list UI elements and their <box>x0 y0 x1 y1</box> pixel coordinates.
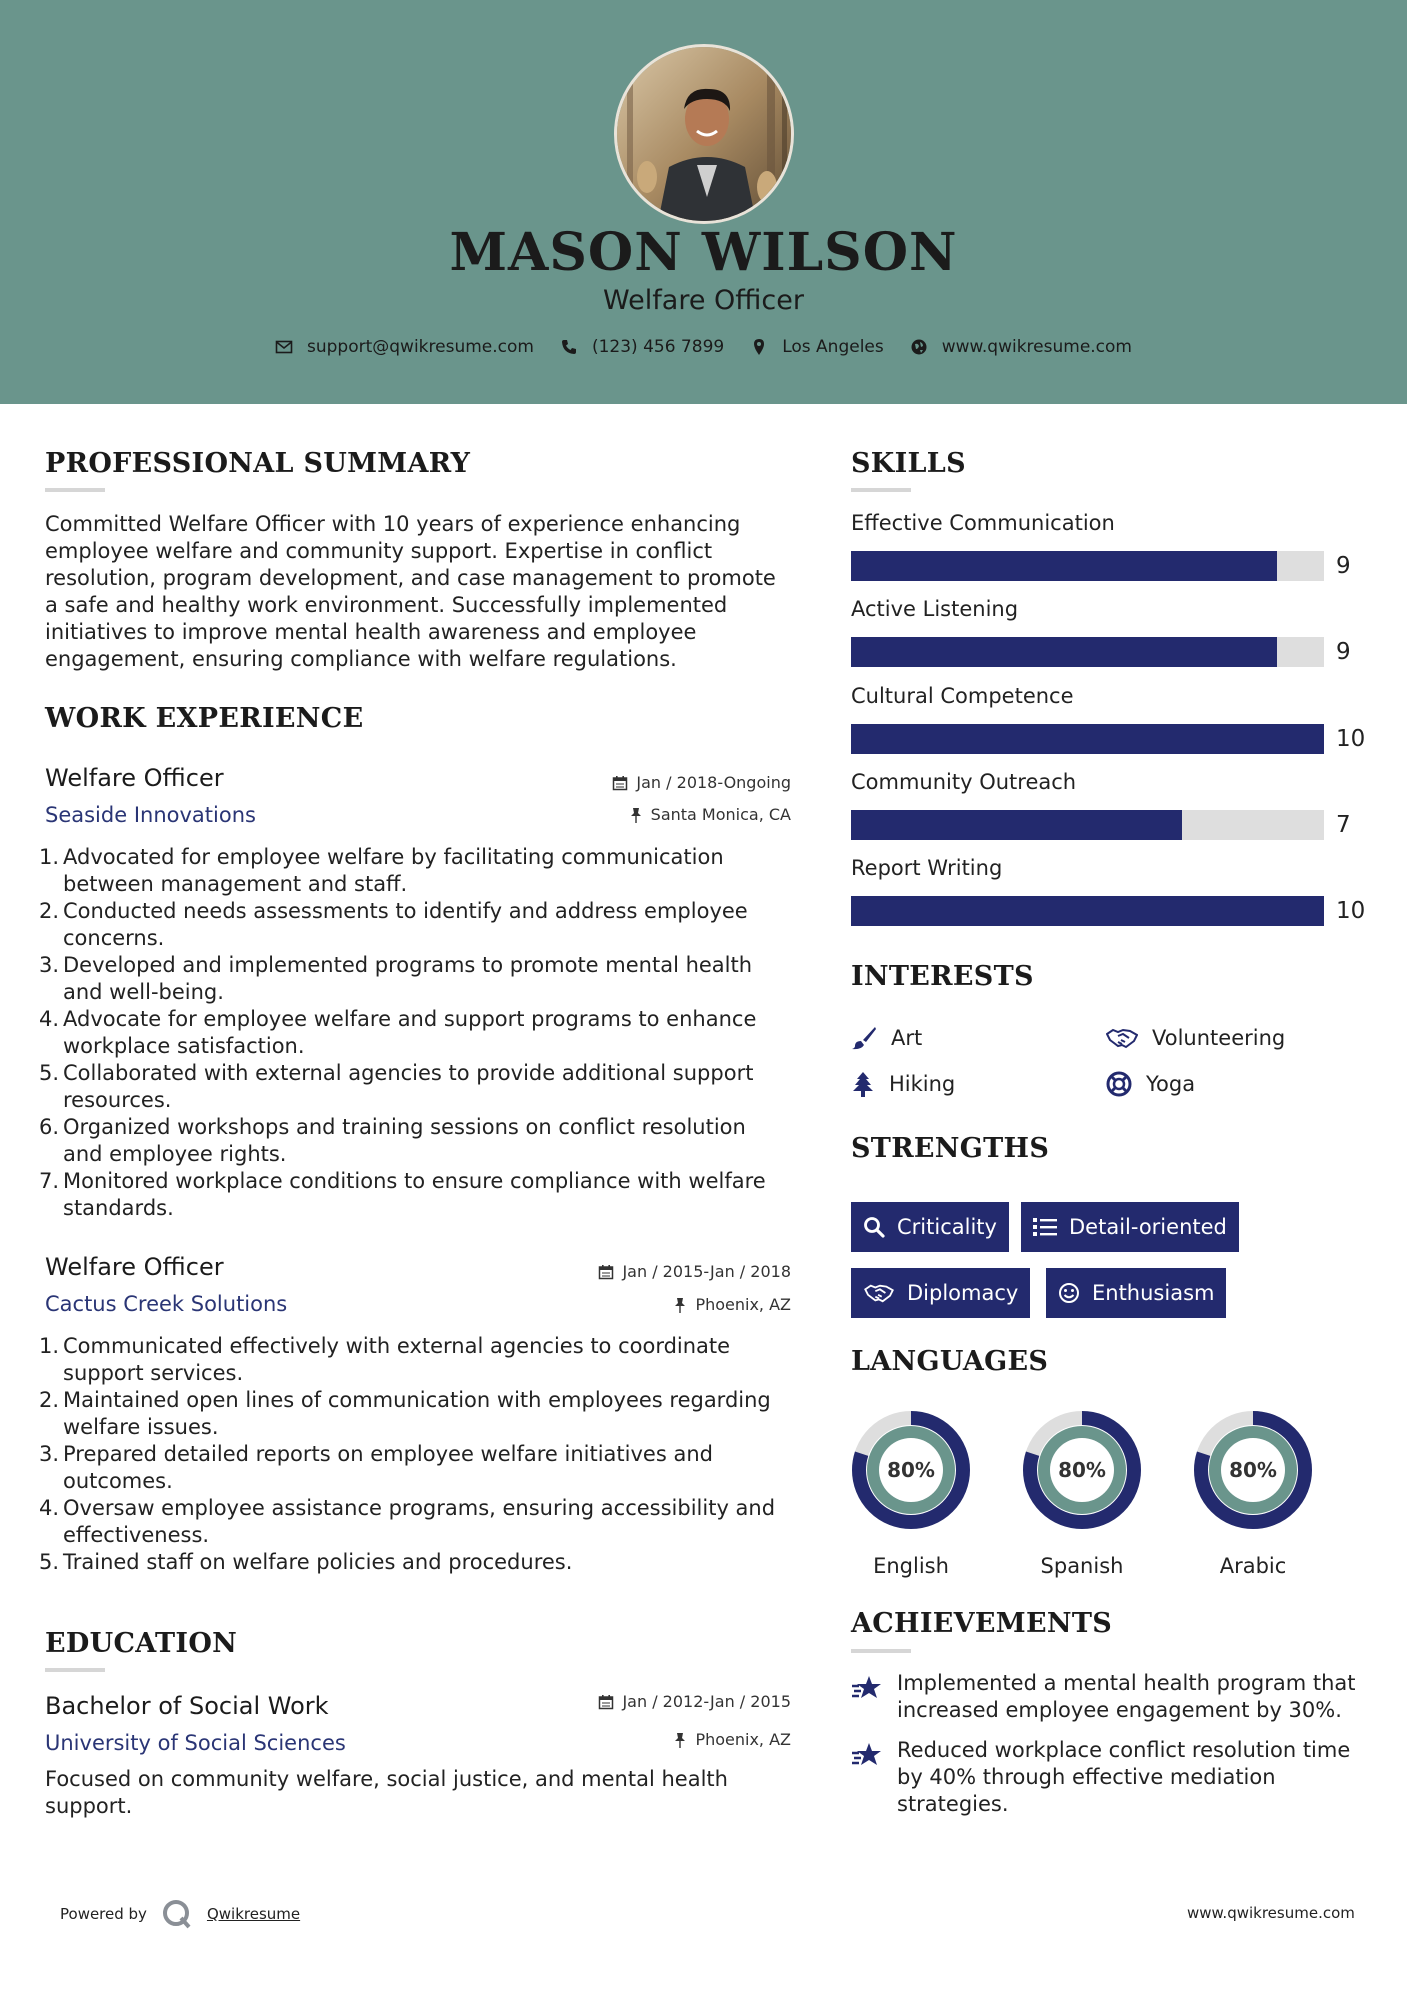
footer-powered-by <box>60 1898 300 1930</box>
job-title: Welfare Officer <box>45 1253 224 1281</box>
list-item: 3. Prepared detailed reports on employee welfare initiatives and outcomes. <box>39 1442 713 1493</box>
list-item: 1. Communicated effectively with external agencies to coordinate support services. <box>39 1334 731 1385</box>
skill-label: Active Listening <box>851 597 1019 621</box>
achievement-line: increased employee engagement by 30%. <box>897 1698 1342 1722</box>
summary-text <box>45 511 805 673</box>
language-item <box>1191 1408 1315 1578</box>
paintbrush-icon <box>851 1026 877 1050</box>
company-name: Seaside Innovations <box>45 803 256 827</box>
job-location <box>500 1295 791 1314</box>
pushpin-icon <box>673 1732 687 1748</box>
summary-heading: PROFESSIONAL SUMMARY <box>45 448 471 479</box>
skill-rating: 9 <box>1336 553 1351 579</box>
school-name: University of Social Sciences <box>45 1731 346 1755</box>
experience-heading: WORK EXPERIENCE <box>45 703 364 734</box>
skill-label: Community Outreach <box>851 770 1077 794</box>
skill-bar-fill <box>851 724 1324 754</box>
education-date <box>500 1692 791 1711</box>
summary-line: initiatives to improve mental health awareness and employee <box>45 620 697 644</box>
language-item <box>1020 1408 1144 1578</box>
brand-link[interactable]: Qwikresume <box>206 1905 301 1923</box>
skill-bar <box>851 637 1324 667</box>
tree-icon <box>851 1071 875 1097</box>
list-item: 5. Trained staff on welfare policies and procedures. <box>39 1550 573 1574</box>
summary-line: Committed Welfare Officer with 10 years of experience enhancing <box>45 512 741 536</box>
achievements-divider <box>851 1649 911 1653</box>
star-trophy-icon <box>851 1674 883 1702</box>
language-progress-ring <box>849 1408 973 1532</box>
skill-rating: 10 <box>1336 726 1366 752</box>
interest-label: Yoga <box>1146 1072 1196 1096</box>
profile-photo <box>614 44 794 224</box>
education-desc-line: Focused on community welfare, social justice, and mental health <box>45 1767 728 1791</box>
interest-label: Art <box>891 1026 923 1050</box>
skill-rating: 7 <box>1336 812 1351 838</box>
skill-bar <box>851 551 1324 581</box>
list-item: 3. Developed and implemented programs to promote mental health and well-being. <box>39 953 753 1004</box>
company-name: Cactus Creek Solutions <box>45 1292 288 1316</box>
summary-line: a safe and healthy work environment. Successfully implemented <box>45 593 728 617</box>
strength-badge <box>851 1202 1009 1252</box>
handshake-icon <box>863 1282 895 1304</box>
job-date <box>500 1262 791 1281</box>
education-description <box>45 1766 805 1820</box>
list-item: 2. Conducted needs assessments to identify and address employee concerns. <box>39 899 748 950</box>
job-date-text: Jan / 2015-Jan / 2018 <box>622 1262 791 1281</box>
smile-icon <box>1058 1282 1080 1304</box>
job-date <box>500 773 791 792</box>
strength-badge <box>851 1268 1030 1318</box>
star-trophy-icon <box>851 1741 883 1769</box>
language-percent: 80% <box>1229 1458 1277 1482</box>
job-title: Welfare Officer <box>45 764 224 792</box>
education-desc-line: support. <box>45 1794 133 1818</box>
summary-line: employee welfare and community support. Expertise in conflict <box>45 539 713 563</box>
skill-bar <box>851 724 1324 754</box>
interest-volunteering <box>1106 1026 1285 1050</box>
job-location-text: Santa Monica, CA <box>650 805 791 824</box>
list-item: 6. Organized workshops and training sessions on conflict resolution and employee rights. <box>39 1115 746 1166</box>
list-icon <box>1033 1217 1057 1237</box>
skill-item <box>851 856 1366 924</box>
map-marker-icon <box>750 338 768 356</box>
job-date-text: Jan / 2018-Ongoing <box>636 773 791 792</box>
skill-item <box>851 684 1366 752</box>
pushpin-icon <box>673 1297 687 1313</box>
globe-icon <box>910 338 928 356</box>
search-icon <box>863 1216 885 1238</box>
achievement-item <box>851 1670 1371 1724</box>
phone-text: (123) 456 7899 <box>591 337 725 357</box>
interest-yoga <box>1106 1071 1195 1097</box>
language-progress-ring <box>1020 1408 1144 1532</box>
job-duties-list <box>39 844 805 1222</box>
list-item: 2. Maintained open lines of communication with employees regarding welfare issues. <box>39 1388 771 1439</box>
skill-bar-fill <box>851 810 1182 840</box>
achievement-line: strategies. <box>897 1792 1009 1816</box>
achievement-line: Reduced workplace conflict resolution time <box>897 1738 1351 1762</box>
header-banner <box>0 0 1407 404</box>
interests-heading: INTERESTS <box>851 961 1034 992</box>
skill-rating: 9 <box>1336 639 1351 665</box>
pushpin-icon <box>629 807 643 823</box>
qwikresume-logo-icon <box>161 1898 193 1930</box>
handshake-icon <box>1106 1026 1138 1050</box>
skill-label: Cultural Competence <box>851 684 1074 708</box>
language-item <box>849 1408 973 1578</box>
degree-title: Bachelor of Social Work <box>45 1692 329 1720</box>
skills-divider <box>851 488 911 492</box>
summary-line: engagement, ensuring compliance with welfare regulations. <box>45 647 677 671</box>
languages-heading: LANGUAGES <box>851 1346 1049 1377</box>
email-text: support@qwikresume.com <box>307 337 534 357</box>
strength-label: Enthusiasm <box>1092 1281 1215 1305</box>
achievement-item <box>851 1737 1371 1818</box>
interest-label: Hiking <box>889 1072 956 1096</box>
job-duties-list <box>39 1333 805 1576</box>
skill-bar-fill <box>851 551 1277 581</box>
location-text: Los Angeles <box>782 337 884 357</box>
education-date-text: Jan / 2012-Jan / 2015 <box>622 1692 791 1711</box>
contact-email[interactable] <box>275 337 534 357</box>
calendar-icon <box>612 775 628 791</box>
skill-rating: 10 <box>1336 898 1366 924</box>
summary-line: resolution, program development, and case management to promote <box>45 566 776 590</box>
summary-divider <box>45 488 105 492</box>
candidate-title: Welfare Officer <box>603 285 804 316</box>
achievements-heading: ACHIEVEMENTS <box>851 1608 1113 1639</box>
calendar-icon <box>598 1694 614 1710</box>
list-item: 4. Oversaw employee assistance programs, ensuring accessibility and effectiveness. <box>39 1496 776 1547</box>
skills-heading: SKILLS <box>851 448 966 479</box>
list-item: 1. Advocated for employee welfare by facilitating communication between management and staff. <box>39 845 724 896</box>
interest-label: Volunteering <box>1152 1026 1286 1050</box>
skill-item <box>851 511 1351 579</box>
skill-label: Report Writing <box>851 856 1003 880</box>
language-label: Spanish <box>1040 1554 1124 1578</box>
strength-badge <box>1021 1202 1239 1252</box>
envelope-icon <box>275 338 293 356</box>
lifering-icon <box>1106 1071 1132 1097</box>
skill-bar-fill <box>851 637 1277 667</box>
education-heading: EDUCATION <box>45 1628 238 1659</box>
job-location-text: Phoenix, AZ <box>695 1295 791 1314</box>
interest-hiking <box>851 1071 955 1097</box>
website-text: www.qwikresume.com <box>941 337 1132 357</box>
interest-art <box>851 1026 922 1050</box>
contact-phone[interactable] <box>560 337 724 357</box>
footer-url[interactable]: www.qwikresume.com <box>1187 1904 1355 1922</box>
education-location <box>500 1730 791 1749</box>
candidate-name: MASON WILSON <box>449 222 958 283</box>
strengths-heading: STRENGTHS <box>851 1133 1050 1164</box>
contact-website[interactable] <box>910 337 1132 357</box>
skill-bar <box>851 810 1324 840</box>
skill-label: Effective Communication <box>851 511 1115 535</box>
list-item: 7. Monitored workplace conditions to ensure compliance with welfare standards. <box>39 1169 766 1220</box>
strength-label: Diplomacy <box>907 1281 1019 1305</box>
strength-label: Criticality <box>897 1215 997 1239</box>
education-location-text: Phoenix, AZ <box>695 1730 791 1749</box>
list-item: 4. Advocate for employee welfare and support programs to enhance workplace satisfaction. <box>39 1007 757 1058</box>
skill-item <box>851 597 1351 665</box>
contact-location <box>750 337 884 357</box>
language-percent: 80% <box>887 1458 935 1482</box>
contact-bar <box>0 337 1407 357</box>
calendar-icon <box>598 1264 614 1280</box>
skill-bar-fill <box>851 896 1324 926</box>
education-divider <box>45 1668 105 1672</box>
strength-label: Detail-oriented <box>1069 1215 1227 1239</box>
achievement-line: by 40% through effective mediation <box>897 1765 1276 1789</box>
phone-icon <box>560 338 578 356</box>
list-item: 5. Collaborated with external agencies to provide additional support resources. <box>39 1061 754 1112</box>
powered-by-text: Powered by <box>60 1905 147 1923</box>
language-label: Arabic <box>1219 1554 1287 1578</box>
achievement-line: Implemented a mental health program that <box>897 1671 1356 1695</box>
skill-item <box>851 770 1351 838</box>
language-progress-ring <box>1191 1408 1315 1532</box>
language-label: English <box>873 1554 949 1578</box>
language-percent: 80% <box>1058 1458 1106 1482</box>
strength-badge <box>1046 1268 1226 1318</box>
skill-bar <box>851 896 1324 926</box>
job-location <box>500 805 791 824</box>
